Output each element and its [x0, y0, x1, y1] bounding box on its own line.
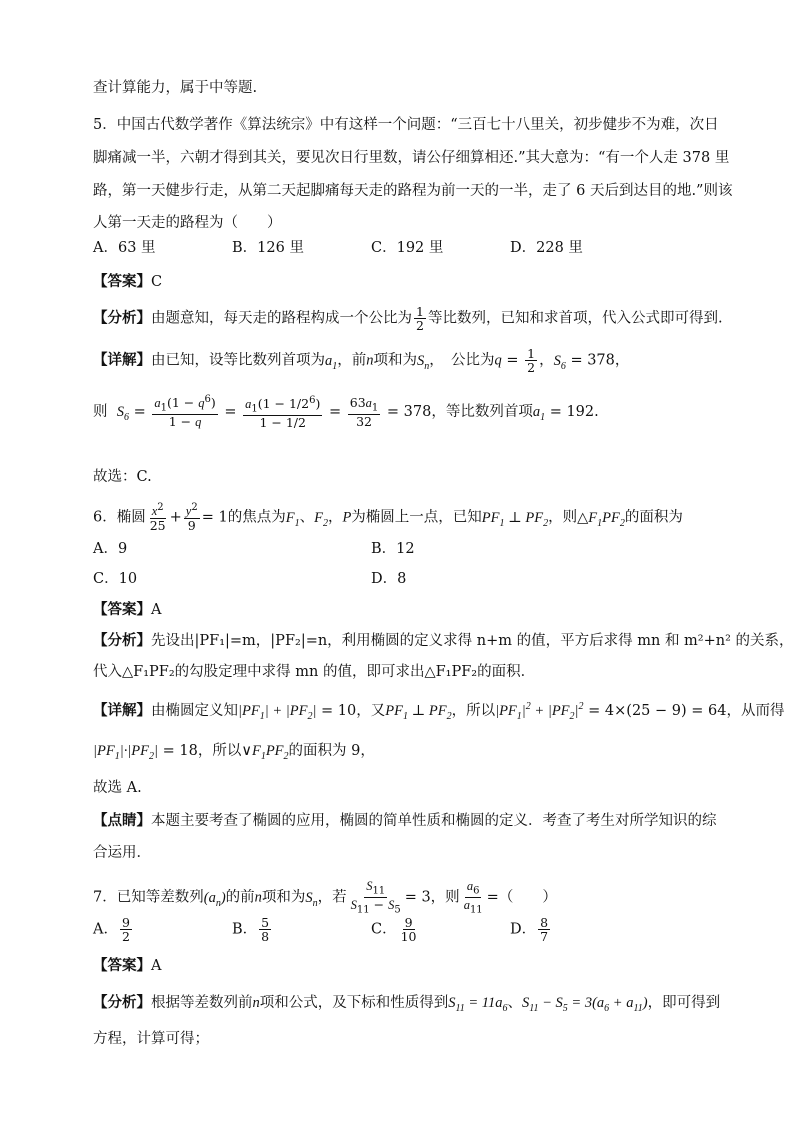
answer-value: A — [151, 602, 162, 618]
detail-text-c: ，所以 — [451, 702, 496, 719]
fraction-one-half — [414, 305, 426, 332]
math-f1: $F_1$ — [285, 509, 300, 529]
q6-analysis-1 — [93, 633, 794, 650]
q6-stem: 6．椭圆 $\frac{x^2}{25}$ + $\frac{y^2}{9}$ = 1的焦点为$F_1$、$F_2$，P为椭圆上一点，已知$PF_1$ ⊥ $PF_2$，则$\triangle F_1PF_2$的面积为 — [93, 502, 683, 534]
q7-option-c — [371, 916, 421, 943]
q7-option-a — [93, 916, 134, 943]
detail2-value: = 192. — [549, 404, 599, 421]
ellipse-x-term: $\frac{x^2}{25}$ — [149, 502, 166, 534]
q7-answer — [93, 958, 161, 975]
q7-stem-f: =（ ） — [486, 889, 557, 906]
comment-tag: 【点睛】 — [93, 813, 151, 829]
fraction-a6-a11: $\frac{a_6}{a_{11}}$ — [463, 879, 483, 916]
math-n: n — [366, 352, 374, 369]
q5-option-c: C．192 里 — [371, 240, 444, 256]
math-n: n — [252, 995, 260, 1011]
frac-den: 2 — [121, 929, 130, 945]
formula-simplified: $\frac{63a_1}{32}$ — [349, 395, 379, 430]
math-an: $(a_n)$ — [203, 889, 226, 909]
q6-detail-2 — [93, 743, 375, 763]
detail-tag: 【详解】 — [93, 702, 151, 719]
fraction-s11: $\frac{S_{11}}{S_{11} - S_5}$ — [350, 879, 401, 916]
q6-stem-a: 6．椭圆 — [93, 509, 146, 526]
detail2-result: = 378，等比数列首项 — [386, 404, 533, 421]
math-perp: $PF_1$ ⊥ $PF_2$ — [481, 509, 549, 529]
q5-conclusion: 故选：C. — [93, 469, 152, 485]
q7-option-d — [510, 916, 552, 943]
math-perp-b: $PF_1$ ⊥ $PF_2$ — [385, 702, 452, 722]
q5-stem-line-4: 人第一天走的路程为（ ） — [93, 215, 282, 231]
q6-option-b: B．12 — [371, 541, 415, 557]
math-squares: $|PF_1|^2 + |PF_2|^2$ — [495, 701, 584, 722]
option-label: B． — [232, 921, 258, 938]
frac-num: 8 — [540, 915, 549, 930]
detail-tag: 【详解】 — [93, 352, 151, 369]
analysis-text-b: 项和公式，及下标和性质得到 — [259, 995, 449, 1011]
q7-stem-d: ，若 — [317, 889, 347, 906]
answer-tag: 【答案】 — [93, 274, 151, 290]
q6-option-a: A．9 — [93, 541, 128, 557]
math-s6-b: $S_6$ — [116, 404, 129, 424]
math-triangle-b: $\vee F_1PF_2$ — [241, 743, 289, 762]
q6-option-c: C．10 — [93, 571, 138, 587]
analysis-text-a: 根据等差数列前 — [151, 995, 253, 1011]
detail-text-f: = 378， — [570, 352, 630, 369]
detail2-prefix: 则 — [93, 404, 108, 421]
detail2-text-a: = 18，所以 — [162, 743, 242, 759]
q7-stem-e: = 3，则 — [404, 889, 460, 906]
q5-detail-2: 则 $S_6$ = $\frac{a_1(1 - q^6)}{1 - q}$ = $\frac{a_1(1 - 1/2^6)}{1 - 1/2}$ = $\frac{63a_1}{32}$ = 378，等比数列首项$a_1 = 192$. — [93, 394, 599, 430]
q5-option-a: A．63 里 — [93, 240, 156, 256]
math-sn: $S_n$ — [305, 889, 318, 909]
analysis-tag: 【分析】 — [93, 633, 151, 649]
frac-num: 1 — [416, 304, 424, 319]
q5-option-b: B．126 里 — [232, 240, 304, 256]
analysis-tag: 【分析】 — [93, 310, 151, 327]
analysis-text-c: 、 — [507, 995, 522, 1011]
q7-analysis-2: 方程，计算可得； — [93, 1031, 209, 1047]
detail-text-d: = 4×(25 − 9) = 64，从而得 — [588, 702, 785, 719]
q6-stem-d: 为椭圆上一点，已知 — [351, 509, 482, 526]
q5-stem-line-3: 路，第一天健步行走，从第二天起脚痛每天走的路程为前一天的一半，走了 6 天后到达目的地.”则该 — [93, 183, 733, 199]
frac-num: 9 — [404, 915, 413, 930]
frac-num: 5 — [261, 915, 270, 930]
q6-analysis-2: 代入△F₁PF₂的勾股定理中求得 mn 的值，即可求出△F₁PF₂的面积． — [93, 664, 536, 680]
comment-text-1: 本题主要考查了椭圆的应用，椭圆的简单性质和椭圆的定义．考查了考生对所学知识的综 — [151, 813, 717, 829]
math-a1-b: $a_1$ — [532, 404, 546, 424]
q7-stem-b: 的前 — [225, 889, 255, 906]
option-label: D． — [510, 921, 537, 938]
math-triangle: $\triangle F_1PF_2$ — [577, 509, 625, 529]
detail-text-d: ， 公比为 — [429, 352, 495, 369]
detail-text-e: ， — [539, 352, 554, 369]
frac-den: 7 — [540, 929, 549, 945]
answer-value: C — [151, 274, 163, 290]
detail-text-b: = 10，又 — [321, 702, 386, 719]
q6-answer — [93, 602, 161, 619]
q5-detail: 【详解】由已知，设等比数列首项为$a_1$，前n项和为$S_n$， 公比为q = $\frac{1}{2}$ ，$S_6 = 378$， — [93, 346, 630, 376]
formula-geometric-sum: $\frac{a_1(1 - q^6)}{1 - q}$ — [154, 394, 216, 430]
q6-comment-2: 合运用． — [93, 845, 151, 861]
math-s6: $S_6$ — [553, 352, 566, 372]
math-s11-eq: $S_{11} = 11a_6$ — [448, 995, 508, 1014]
math-q: q — [494, 352, 502, 369]
analysis-text-a: 由题意知，每天走的路程构成一个公比为 — [151, 310, 412, 327]
detail-text-b: ，前 — [337, 352, 367, 369]
q6-stem-b: 的焦点为 — [227, 509, 286, 526]
formula-substituted: $\frac{a_1(1 - 1/2^6)}{1 - 1/2}$ — [245, 394, 321, 430]
q7-analysis — [93, 995, 720, 1015]
q7-stem — [93, 879, 557, 916]
math-sum-abs: $|PF_1| + |PF_2|$ — [238, 702, 317, 722]
math-product: $|PF_1|\cdot|PF_2|$ — [93, 743, 159, 762]
math-sn: $S_n$ — [417, 352, 430, 372]
math-p: P — [342, 509, 352, 526]
answer-value: A — [151, 958, 162, 974]
q5-analysis — [93, 305, 723, 332]
detail-text-c: 项和为 — [373, 352, 417, 369]
option-label: A． — [93, 921, 118, 938]
q5-option-d: D．228 里 — [510, 240, 583, 256]
option-label: C． — [371, 921, 397, 938]
frac-den: 8 — [261, 929, 270, 945]
q6-stem-e: ，则 — [548, 509, 578, 526]
q5-answer — [93, 274, 162, 291]
analysis-text-1: 先设出|PF₁|=m，|PF₂|=n，利用椭圆的定义求得 n+m 的值，平方后求得 mn 和 m²+n² 的关系， — [151, 633, 794, 649]
detail-text-a: 由已知，设等比数列首项为 — [151, 352, 325, 369]
q6-conclusion: 故选 A. — [93, 780, 142, 796]
detail-text-a: 由椭圆定义知 — [151, 702, 238, 719]
frac-den: 2 — [416, 318, 424, 334]
math-s11-s5: $S_{11} - S_5 = 3(a_6 + a_{11})$ — [521, 995, 648, 1014]
q7-stem-c: 项和为 — [261, 889, 306, 906]
q5-stem-line-2: 脚痛减一半，六朝才得到其关，要见次日行里数，请公仔细算相还.”其大意为：“有一个人走 378 里 — [93, 150, 730, 166]
intro-tail: 查计算能力，属于中等题. — [93, 80, 258, 96]
analysis-text-b: 等比数列，已知和求首项，代入公式即可得到. — [427, 310, 723, 327]
q6-comment-1 — [93, 813, 717, 830]
math-f2: $F_2$ — [314, 509, 328, 529]
q6-stem-c: ， — [327, 509, 343, 526]
answer-tag: 【答案】 — [93, 958, 151, 974]
q5-stem-line-1: 5．中国古代数学著作《算法统宗》中有这样一个问题：“三百七十八里关，初步健步不为难，次日 — [93, 117, 719, 133]
q6-stem-f: 的面积为 — [624, 509, 683, 526]
q7-option-b — [232, 916, 273, 943]
answer-tag: 【答案】 — [93, 602, 151, 618]
math-a1: $a_1$ — [325, 352, 338, 372]
frac-num: 9 — [121, 915, 130, 930]
fraction-half: $\frac{1}{2}$ — [527, 346, 536, 376]
q6-option-d: D．8 — [371, 571, 407, 587]
q6-detail — [93, 701, 784, 723]
q7-stem-a: 7．已知等差数列 — [93, 889, 204, 906]
frac-den: 10 — [400, 929, 417, 945]
math-n: n — [254, 889, 262, 906]
detail2-text-b: 的面积为 9， — [288, 743, 375, 759]
analysis-tag: 【分析】 — [93, 995, 151, 1011]
analysis-text-d: ，即可得到 — [647, 995, 721, 1011]
ellipse-y-term: $\frac{y^2}{9}$ — [185, 502, 198, 534]
